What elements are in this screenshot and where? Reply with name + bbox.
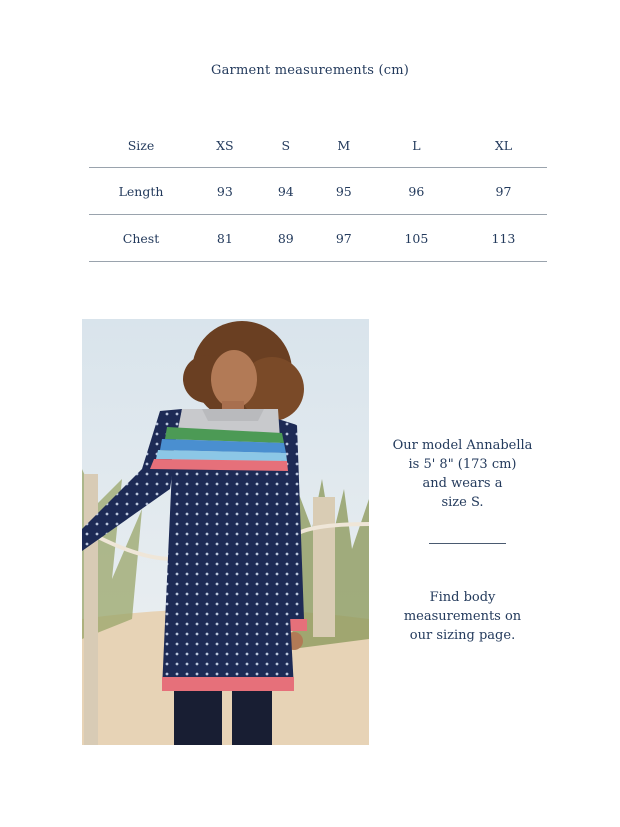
model-note (380, 436, 545, 512)
table-header-row (89, 124, 547, 168)
model-note-line: size S. (441, 495, 484, 510)
table-header-cell: XL (494, 138, 513, 153)
body-note-line: measurements on (403, 609, 522, 624)
table-cell: 95 (335, 183, 352, 199)
model-note-line: and wears a (422, 476, 503, 491)
table-header-cell: M (337, 138, 351, 153)
divider (429, 543, 506, 544)
table-cell: 113 (491, 230, 516, 246)
body-note-line: Find body (429, 590, 496, 605)
table-cell: 97 (335, 230, 352, 246)
table-row-label: Chest (122, 230, 160, 246)
page-title: Garment measurements (cm) (211, 63, 409, 78)
table-cell: 89 (277, 230, 294, 246)
table-cell: 94 (277, 183, 294, 199)
table-header-cell: Size (127, 138, 155, 153)
table-row-label: Length (118, 183, 164, 199)
table-cell: 93 (216, 183, 233, 199)
table-header-cell: S (281, 138, 291, 153)
table-header-cell: XS (216, 138, 234, 153)
body-note-line: our sizing page. (409, 628, 516, 643)
model-note-line: Our model Annabella (392, 438, 533, 453)
table-cell: 105 (404, 230, 429, 246)
model-note-line: is 5' 8" (173 cm) (408, 457, 517, 472)
table-row (89, 215, 547, 262)
size-table (89, 124, 547, 262)
table-cell: 96 (408, 183, 425, 199)
table-cell: 81 (216, 230, 233, 246)
model-photo (82, 319, 369, 745)
table-row (89, 168, 547, 215)
table-header-cell: L (412, 138, 421, 153)
model-illustration (82, 319, 369, 745)
body-measurements-note (380, 588, 545, 645)
table-cell: 97 (495, 183, 512, 199)
